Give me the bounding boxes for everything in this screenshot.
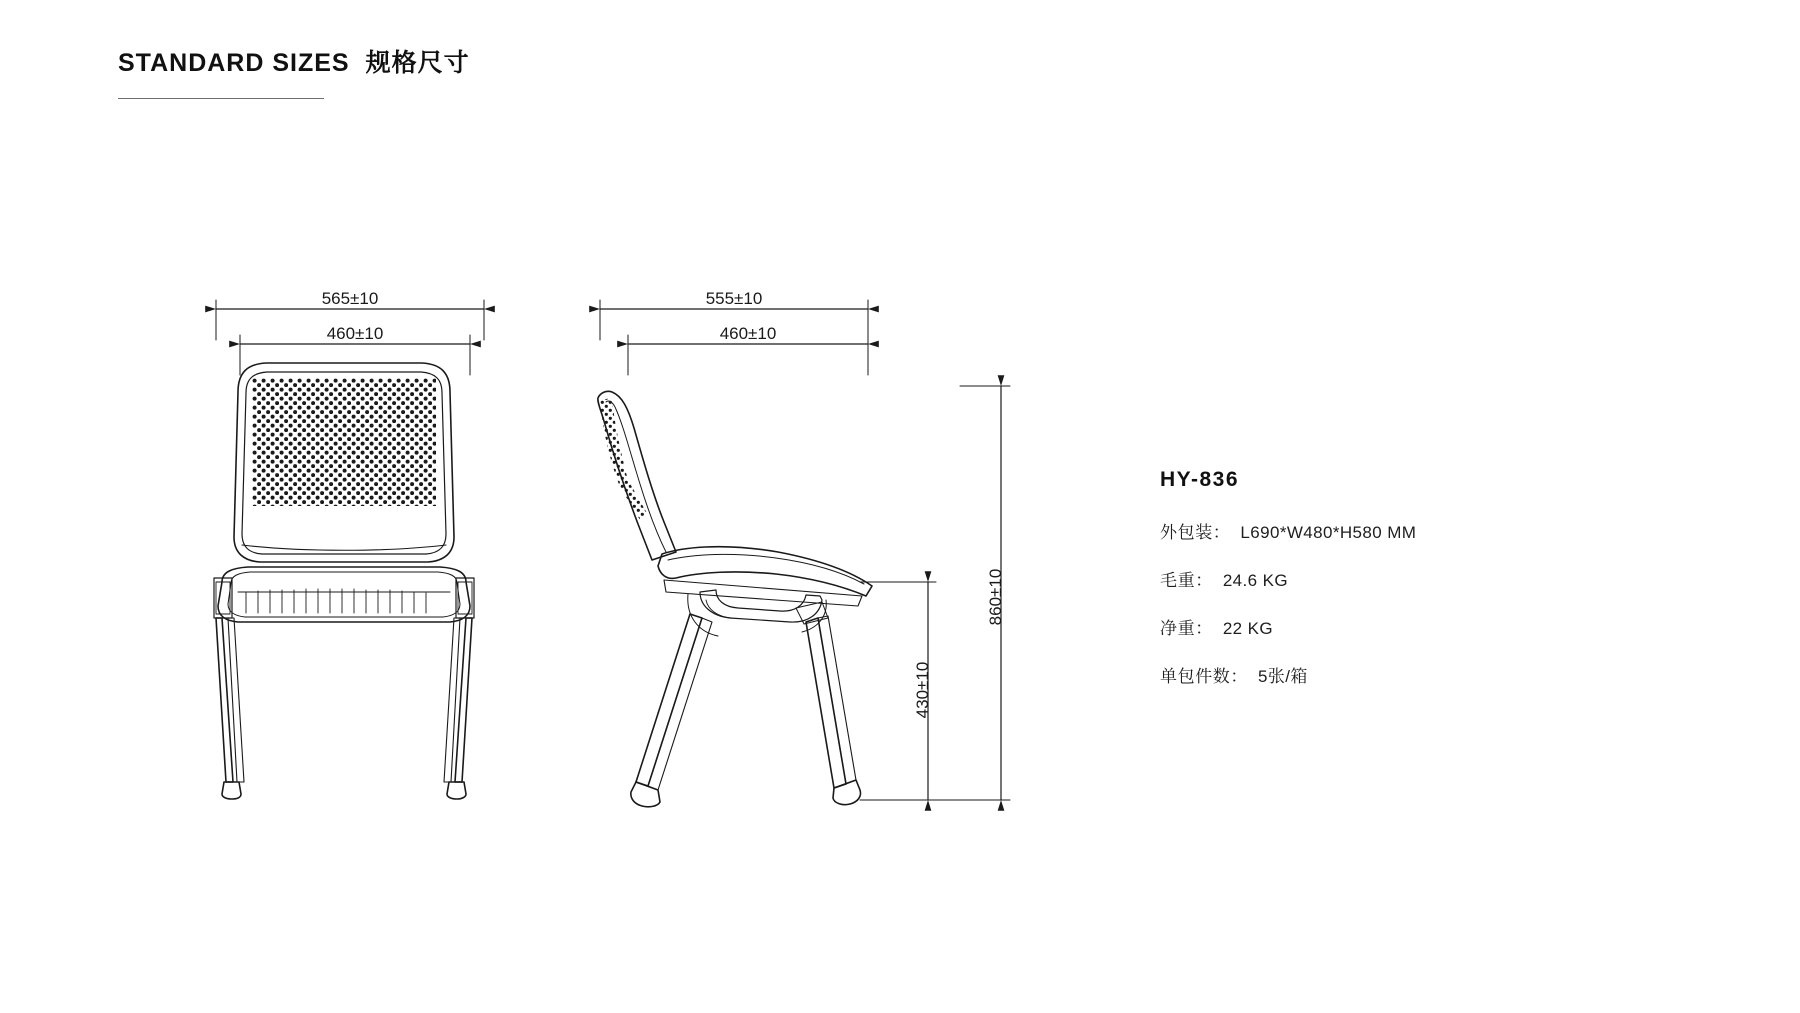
product-model: HY-836: [1160, 468, 1240, 491]
side-dimension-430-label: 430±10: [913, 661, 932, 719]
side-dimension-460-label: 460±10: [719, 324, 777, 343]
side-view-chair: [596, 391, 872, 806]
front-dimension-565-label: 565±10: [321, 289, 379, 308]
page-title-en: STANDARD SIZES: [118, 49, 350, 77]
spec-label-net-weight: 净重：: [1160, 619, 1213, 638]
side-dimension-860-label: 860±10: [986, 568, 1005, 626]
front-dimension-460-label: 460±10: [326, 324, 384, 343]
spec-label-quantity-per-carton: 单包件数：: [1160, 667, 1248, 686]
side-dimension-555-label: 555±10: [705, 289, 763, 308]
spec-row-packaging: [1160, 518, 1580, 543]
spec-row-gross-weight: [1160, 566, 1580, 591]
spec-row-net-weight: [1160, 614, 1580, 639]
product-spec-panel: [1160, 468, 1580, 710]
page-title-cn: 规格尺寸: [365, 49, 470, 77]
spec-value-gross-weight: 24.6 KG: [1222, 571, 1288, 590]
spec-value-packaging: L690*W480*H580 MM: [1240, 523, 1417, 542]
spec-value-net-weight: 22 KG: [1222, 619, 1274, 638]
front-view-chair: [214, 363, 474, 799]
spec-row-quantity-per-carton: [1160, 662, 1580, 687]
spec-value-quantity-per-carton: 5张/箱: [1258, 667, 1308, 686]
spec-label-gross-weight: 毛重：: [1160, 571, 1213, 590]
spec-label-packaging: 外包装：: [1160, 523, 1231, 542]
